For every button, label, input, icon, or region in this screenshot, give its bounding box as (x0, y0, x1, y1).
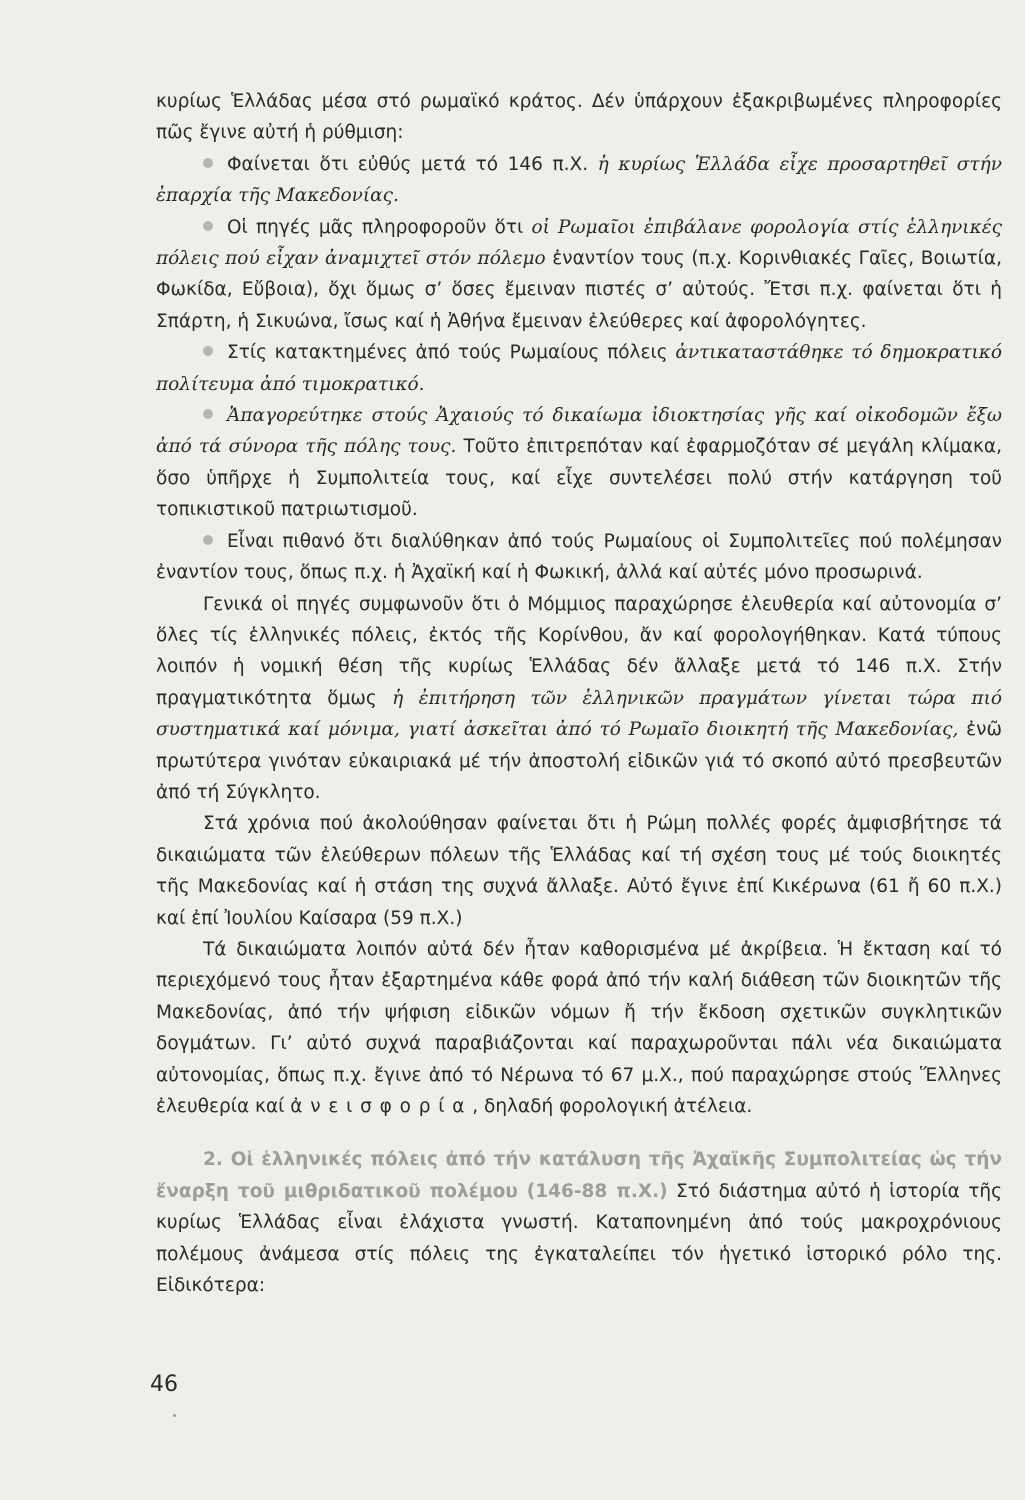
page-number: 46 (150, 1372, 178, 1397)
section-2: 2. Οἱ ἑλληνικές πόλεις ἀπό τήν κατάλυση τῆς Ἀχαϊκῆς Συμπολιτείας ὡς τήν ἔναρξη τοῦ μιθριδατικοῦ πολέμου (146-88 π.Χ.) Στό διάστημα αὐτό ἡ ἱστορία τῆς κυρίως Ἑλλάδας εἶναι ἐλάχιστα γνωστή. Καταπονημένη ἀπό τούς μακροχρόνιους πολέμους ἀνάμεσα στίς πόλεις της ἐγκαταλείπει τόν ἡγετικό ἱστορικό ρόλο της. Εἰδικότερα: (156, 1149, 1002, 1297)
paragraph-rights: Τά δικαιώματα λοιπόν αὐτά δέν ἦταν καθορισμένα μέ ἀκρίβεια. Ἡ ἔκταση καί τό περιεχόμενό τους ἦταν ἐξαρτημένα κάθε φορά ἀπό τήν καλή διάθεση τῶν διοικητῶν τῆς Μακεδονίας, ἀπό τήν ψήφιση εἰδικῶν νόμων ἤ τήν ἔκδοση σχετικῶν συγκλητικῶν δογμάτων. Γι’ αὐτό συχνά παραβιάζονται καί παραχωροῦνται πάλι νέα δικαιώματα αὐτονομίας, ὅπως π.χ. ἔγινε ἀπό τό Νέρωνα τό 67 μ.Χ., πού παραχώρησε στούς Ἕλληνες ἐλευθερία καί ἀνεισφορία, δηλαδή φορολογική ἀτέλεια. (156, 938, 1002, 1117)
bullet-item-5: Εἶναι πιθανό ὅτι διαλύθηκαν ἀπό τούς Ρωμαίους οἱ Συμπολιτεῖες πού πολέμησαν ἐναντίον τους, ὅπως π.χ. ἡ Ἀχαϊκή καί ἡ Φωκική, ἀλλά καί αὐτές μόνο προσωρινά. (156, 530, 1002, 584)
bullet-dot-icon (203, 158, 213, 168)
bullet-item-4: Ἀπαγορεύτηκε στούς Ἀχαιούς τό δικαίωμα ἰδιοκτησίας γῆς καί οἰκοδομῶν ἔξω ἀπό τά σύνορα τῆς πόλης τους. Τοῦτο ἐπιτρεπόταν καί ἐφαρμοζόταν σέ μεγάλη κλίμακα, ὅσο ὑπῆρχε ἡ Συμπολιτεία τους, καί εἶχε συντελέσει πολύ στήν κατάργηση τοῦ τοπικιστικοῦ πατριωτισμοῦ. (156, 405, 1002, 521)
bullet-dot-icon (203, 346, 213, 356)
section-heading: 2. Οἱ ἑλληνικές πόλεις ἀπό τήν κατάλυση τῆς Ἀχαϊκῆς Συμπολιτείας ὡς τήν ἔναρξη τοῦ μιθριδατικοῦ πολέμου (146-88 π.Χ.) (156, 1149, 1002, 1202)
bullet-item-1: Φαίνεται ὅτι εὐθύς μετά τό 146 π.Χ. ἡ κυρίως Ἑλλάδα εἶχε προσαρτηθεῖ στήν ἐπαρχία τῆς Μακεδονίας. (156, 153, 1002, 207)
body-text (156, 86, 1002, 1301)
ink-speck (173, 1414, 176, 1417)
bullet-item-2: Οἱ πηγές μᾶς πληροφοροῦν ὅτι οἱ Ρωμαῖοι ἐπιβάλανε φορολογία στίς ἑλληνικές πόλεις πού εἶχαν ἀναμιχτεῖ στόν πόλεμο ἐναντίον τους (π.χ. Κορινθιακές Γαῖες, Βοιωτία, Φωκίδα, Εὔβοια), ὄχι ὅμως σ’ ὅσες ἔμειναν πιστές σ’ αὐτούς. Ἔτσι π.χ. φαίνεται ὅτι ἡ Σπάρτη, ἡ Σικυώνα, ἴσως καί ἡ Ἀθήνα ἔμειναν ἐλεύθερες καί ἀφορολόγητες. (156, 216, 1002, 332)
paragraph-later-years: Στά χρόνια πού ἀκολούθησαν φαίνεται ὅτι ἡ Ρώμη πολλές φορές ἀμφισβήτησε τά δικαιώματα τῶν ἐλεύθερων πόλεων τῆς Ἑλλάδας καί τή σχέση τους μέ τούς διοικητές τῆς Μακεδονίας καί ἡ στάση της συχνά ἄλλαξε. Αὐτό ἔγινε ἐπί Κικέρωνα (61 ἤ 60 π.Χ.) καί ἐπί Ἰουλίου Καίσαρα (59 π.Χ.) (156, 813, 1002, 929)
paragraph-intro: κυρίως Ἑλλάδας μέσα στό ρωμαϊκό κράτος. Δέν ὑπάρχουν ἐξακριβωμένες πληροφορίες πῶς ἔγινε αὐτή ἡ ρύθμιση: (156, 91, 1002, 144)
bullet-dot-icon (203, 221, 213, 231)
bullet-item-3: Στίς κατακτημένες ἀπό τούς Ρωμαίους πόλεις ἀντικαταστάθηκε τό δημοκρατικό πολίτευμα ἀπό τιμοκρατικό. (156, 342, 1002, 395)
bullet-dot-icon (203, 409, 213, 419)
paragraph-general: Γενικά οἱ πηγές συμφωνοῦν ὅτι ὁ Μόμμιος παραχώρησε ἐλευθερία καί αὐτονομία σ’ ὅλες τίς ἑλληνικές πόλεις, ἐκτός τῆς Κορίνθου, ἄν καί φορολογήθηκαν. Κατά τύπους λοιπόν ἡ νομική θέση τῆς κυρίως Ἑλλάδας δέν ἄλλαξε μετά τό 146 π.Χ. Στήν πραγματικότητα ὅμως ἡ ἐπιτήρηση τῶν ἑλληνικῶν πραγμάτων γίνεται τώρα πιό συστηματικά καί μόνιμα, γιατί ἀσκεῖται ἀπό τό Ρωμαῖο διοικητή τῆς Μακεδονίας, ἐνῶ πρωτύτερα γινόταν εὐκαιριακά μέ τήν ἀποστολή εἰδικῶν γιά τό σκοπό αὐτό πρεσβευτῶν ἀπό τή Σύγκλητο. (156, 593, 1002, 803)
bullet-dot-icon (203, 535, 213, 545)
